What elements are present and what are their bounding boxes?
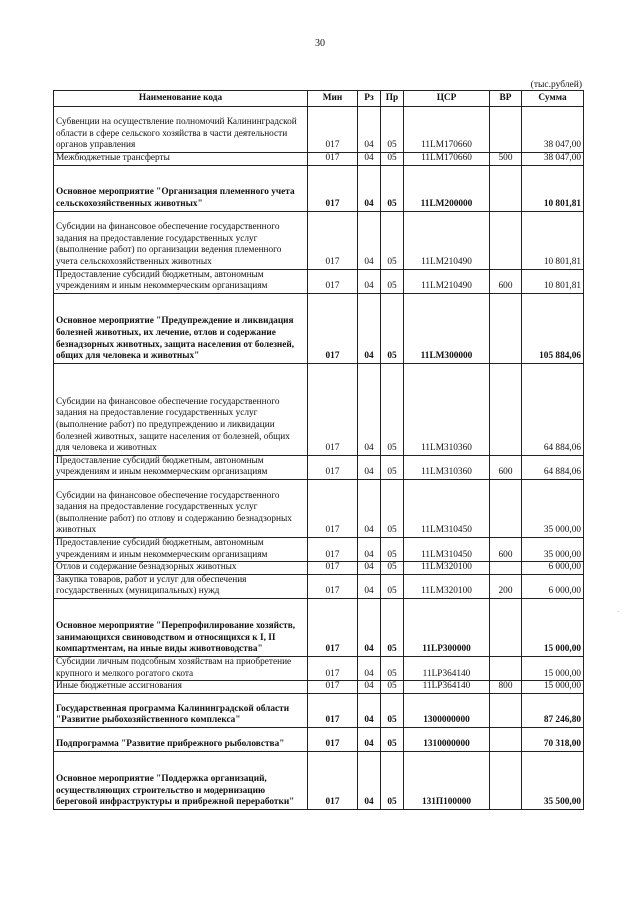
table-cell-name: Предоставление субсидий бюджетным, автономным учреждениям и иным некоммерческим организациям	[54, 455, 308, 479]
col-header-rz: Рз	[358, 91, 381, 107]
table-cell-name: Основное мероприятие "Организация племенного учета сельскохозяйственных животных"	[54, 165, 308, 211]
margin-mark: ·	[617, 608, 620, 616]
table-cell-vr	[490, 693, 522, 727]
table-cell-rz: 04	[358, 727, 381, 751]
table-cell-vr	[490, 727, 522, 751]
table-cell-pr: 05	[381, 479, 404, 537]
table-cell-min: 017	[308, 293, 358, 363]
col-header-name: Наименование кода	[54, 91, 308, 107]
table-cell-sum: 6 000,00	[522, 562, 584, 575]
table-cell-min: 017	[308, 153, 358, 166]
table-row	[54, 598, 584, 656]
table-cell-sum: 64 884,06	[522, 455, 584, 479]
table-cell-pr: 05	[381, 693, 404, 727]
table-cell-vr	[490, 211, 522, 269]
table-cell-rz: 04	[358, 455, 381, 479]
table-cell-sum: 38 047,00	[522, 107, 584, 153]
table-cell-rz: 04	[358, 598, 381, 656]
table-cell-sum: 105 884,06	[522, 293, 584, 363]
table-cell-csr: 1300000000	[404, 693, 490, 727]
table-cell-rz: 04	[358, 293, 381, 363]
table-cell-min: 017	[308, 562, 358, 575]
table-cell-vr	[490, 656, 522, 680]
table-cell-pr: 05	[381, 363, 404, 455]
table-cell-rz: 04	[358, 656, 381, 680]
table-cell-min: 017	[308, 574, 358, 598]
table-cell-vr: 200	[490, 574, 522, 598]
table-cell-csr: 11LM310450	[404, 537, 490, 561]
table-cell-pr: 05	[381, 751, 404, 809]
table-cell-name: Основное мероприятие "Перепрофилирование хозяйств, занимающихся свиноводством и относящихся к I, II компартментам, на иные виды животноводства"	[54, 598, 308, 656]
table-cell-min: 017	[308, 656, 358, 680]
table-cell-pr: 05	[381, 656, 404, 680]
table-cell-pr: 05	[381, 574, 404, 598]
table-cell-rz: 04	[358, 681, 381, 694]
table-cell-csr: 11LM320100	[404, 562, 490, 575]
table-cell-pr: 05	[381, 562, 404, 575]
table-cell-pr: 05	[381, 153, 404, 166]
table-cell-pr: 05	[381, 455, 404, 479]
table-cell-name: Отлов и содержание безнадзорных животных	[54, 562, 308, 575]
table-cell-name: Государственная программа Калининградской области "Развитие рыбохозяйственного комплекса"	[54, 693, 308, 727]
table-cell-pr: 05	[381, 211, 404, 269]
table-cell-min: 017	[308, 479, 358, 537]
table-cell-rz: 04	[358, 537, 381, 561]
table-row	[54, 363, 584, 455]
table-cell-rz: 04	[358, 165, 381, 211]
table-cell-csr: 11LM310360	[404, 455, 490, 479]
table-cell-pr: 05	[381, 269, 404, 293]
table-cell-vr	[490, 107, 522, 153]
table-cell-vr	[490, 165, 522, 211]
table-cell-sum: 38 047,00	[522, 153, 584, 166]
table-cell-csr: 11LM170660	[404, 153, 490, 166]
table-cell-min: 017	[308, 211, 358, 269]
table-cell-sum: 35 500,00	[522, 751, 584, 809]
table-cell-min: 017	[308, 363, 358, 455]
col-header-min: Мин	[308, 91, 358, 107]
table-cell-csr: 1310000000	[404, 727, 490, 751]
table-cell-rz: 04	[358, 574, 381, 598]
table-cell-rz: 04	[358, 562, 381, 575]
table-row	[54, 562, 584, 575]
table-cell-vr	[490, 598, 522, 656]
table-row	[54, 455, 584, 479]
units-label: (тыс.рублей)	[530, 80, 582, 90]
table-cell-name: Субвенции на осуществление полномочий Калининградской области в сфере сельского хозяйства в части деятельности органов управления	[54, 107, 308, 153]
table-cell-vr: 600	[490, 455, 522, 479]
col-header-vr: ВР	[490, 91, 522, 107]
table-header-row	[54, 91, 584, 107]
table-row	[54, 269, 584, 293]
table-cell-rz: 04	[358, 153, 381, 166]
table-cell-name: Субсидии личным подсобным хозяйствам на приобретение крупного и мелкого рогатого скота	[54, 656, 308, 680]
table-cell-vr: 800	[490, 681, 522, 694]
table-cell-name: Субсидии на финансовое обеспечение государственного задания на предоставление государственных услуг (выполнение работ) по предупреждению и ликвидации болезней животных, защите населения от болезней, общих для человека и животных	[54, 363, 308, 455]
table-row	[54, 537, 584, 561]
table-cell-csr: 11LP300000	[404, 598, 490, 656]
table-cell-rz: 04	[358, 269, 381, 293]
table-row	[54, 681, 584, 694]
table-cell-csr: 11LM200000	[404, 165, 490, 211]
table-row	[54, 656, 584, 680]
table-cell-sum: 35 000,00	[522, 479, 584, 537]
table-cell-name: Подпрограмма "Развитие прибрежного рыболовства"	[54, 727, 308, 751]
table-cell-min: 017	[308, 751, 358, 809]
table-row	[54, 107, 584, 153]
table-cell-csr: 131П100000	[404, 751, 490, 809]
table-cell-sum: 87 246,80	[522, 693, 584, 727]
table-cell-csr: 11LM210490	[404, 269, 490, 293]
table-cell-rz: 04	[358, 107, 381, 153]
table-cell-vr: 500	[490, 153, 522, 166]
table-cell-pr: 05	[381, 107, 404, 153]
table-cell-pr: 05	[381, 727, 404, 751]
table-cell-min: 017	[308, 537, 358, 561]
col-header-sum: Сумма	[522, 91, 584, 107]
table-row	[54, 574, 584, 598]
table-cell-min: 017	[308, 681, 358, 694]
table-row	[54, 153, 584, 166]
table-cell-csr: 11LP364140	[404, 656, 490, 680]
table-cell-rz: 04	[358, 751, 381, 809]
table-cell-csr: 11LM300000	[404, 293, 490, 363]
table-cell-rz: 04	[358, 693, 381, 727]
table-cell-name: Основное мероприятие "Поддержка организаций, осуществляющих строительство и модернизацию береговой инфраструктуры и прибрежной переработки"	[54, 751, 308, 809]
table-cell-sum: 15 000,00	[522, 656, 584, 680]
table-cell-csr: 11LM170660	[404, 107, 490, 153]
table-cell-vr	[490, 751, 522, 809]
table-row	[54, 293, 584, 363]
table-cell-min: 017	[308, 598, 358, 656]
table-cell-rz: 04	[358, 479, 381, 537]
table-cell-name: Основное мероприятие "Предупреждение и ликвидация болезней животных, их лечение, отлов и содержание безнадзорных животных, защита населения от болезней, общих для человека и животных"	[54, 293, 308, 363]
table-cell-sum: 15 000,00	[522, 598, 584, 656]
table-cell-sum: 35 000,00	[522, 537, 584, 561]
table-cell-min: 017	[308, 269, 358, 293]
table-cell-name: Закупка товаров, работ и услуг для обеспечения государственных (муниципальных) нужд	[54, 574, 308, 598]
table-cell-pr: 05	[381, 598, 404, 656]
table-row	[54, 479, 584, 537]
table-cell-pr: 05	[381, 537, 404, 561]
table-cell-vr	[490, 293, 522, 363]
table-cell-sum: 10 801,81	[522, 165, 584, 211]
table-cell-vr	[490, 363, 522, 455]
table-cell-name: Иные бюджетные ассигнования	[54, 681, 308, 694]
table-cell-name: Межбюджетные трансферты	[54, 153, 308, 166]
table-row	[54, 727, 584, 751]
table-cell-name: Субсидии на финансовое обеспечение государственного задания на предоставление государственных услуг (выполнение работ) по отлову и содержанию безнадзорных животных	[54, 479, 308, 537]
budget-table	[53, 90, 584, 810]
table-cell-csr: 11LM320100	[404, 574, 490, 598]
table-row	[54, 751, 584, 809]
table-cell-rz: 04	[358, 211, 381, 269]
table-cell-sum: 10 801,81	[522, 211, 584, 269]
table-cell-sum: 70 318,00	[522, 727, 584, 751]
table-cell-pr: 05	[381, 681, 404, 694]
page-number: 30	[315, 38, 325, 49]
table-cell-sum: 64 884,06	[522, 363, 584, 455]
table-cell-sum: 6 000,00	[522, 574, 584, 598]
table-cell-csr: 11LM210490	[404, 211, 490, 269]
table-cell-csr: 11LM310360	[404, 363, 490, 455]
col-header-pr: Пр	[381, 91, 404, 107]
table-cell-sum: 10 801,81	[522, 269, 584, 293]
table-cell-name: Субсидии на финансовое обеспечение государственного задания на предоставление государственных услуг (выполнение работ) по организации ведения племенного учета сельскохозяйственных животных	[54, 211, 308, 269]
table-cell-min: 017	[308, 165, 358, 211]
table-cell-pr: 05	[381, 165, 404, 211]
table-cell-vr: 600	[490, 537, 522, 561]
table-cell-rz: 04	[358, 363, 381, 455]
table-cell-min: 017	[308, 107, 358, 153]
table-row	[54, 211, 584, 269]
table-cell-name: Предоставление субсидий бюджетным, автономным учреждениям и иным некоммерческим организациям	[54, 537, 308, 561]
table-cell-csr: 11LM310450	[404, 479, 490, 537]
table-row	[54, 165, 584, 211]
table-cell-vr	[490, 562, 522, 575]
table-cell-min: 017	[308, 693, 358, 727]
table-cell-min: 017	[308, 455, 358, 479]
table-cell-pr: 05	[381, 293, 404, 363]
table-row	[54, 693, 584, 727]
table-cell-vr	[490, 479, 522, 537]
table-cell-csr: 11LP364140	[404, 681, 490, 694]
col-header-csr: ЦСР	[404, 91, 490, 107]
table-cell-vr: 600	[490, 269, 522, 293]
table-cell-name: Предоставление субсидий бюджетным, автономным учреждениям и иным некоммерческим организациям	[54, 269, 308, 293]
table-cell-min: 017	[308, 727, 358, 751]
table-cell-sum: 15 000,00	[522, 681, 584, 694]
